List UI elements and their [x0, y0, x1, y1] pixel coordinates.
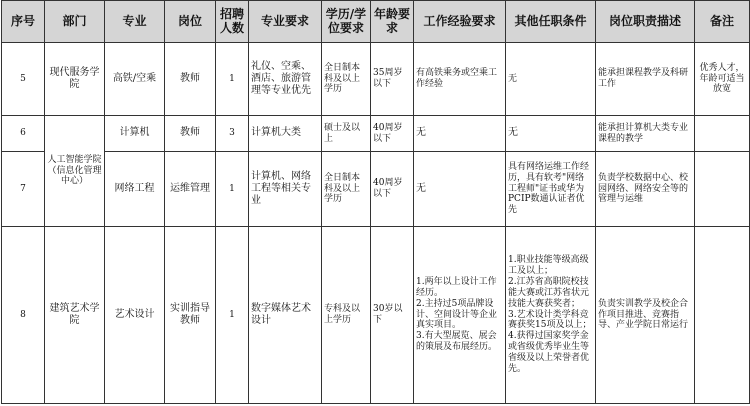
cell-experience: 有高铁乘务或空乘工作经验 — [414, 43, 506, 116]
cell-other: 无 — [506, 116, 596, 152]
cell-degree: 全日制本科及以上学历 — [322, 152, 371, 227]
cell-seq: 8 — [2, 227, 45, 404]
header-age: 年龄要求 — [371, 1, 414, 43]
cell-position: 教师 — [165, 43, 216, 116]
cell-age: 40周岁以下 — [371, 152, 414, 227]
cell-other-text: 1.职业技能等级高级工及以上； 2.江苏省高职院校技能大赛或江苏省状元技能大赛获奖者； 3.艺术设计类学科竞赛获奖15项及以上； 4.获得过国家奖学金或省级优秀毕业生等省级及以上荣誉者优先。 — [508, 254, 592, 375]
cell-other — [506, 227, 596, 404]
cell-remark — [695, 152, 750, 227]
table-row — [2, 152, 750, 227]
cell-remark — [695, 227, 750, 404]
cell-count: 1 — [216, 43, 249, 116]
cell-major: 计算机 — [105, 116, 165, 152]
cell-position: 教师 — [165, 116, 216, 152]
header-seq: 序号 — [2, 1, 45, 43]
cell-degree: 硕士及以上 — [322, 116, 371, 152]
header-major-req: 专业要求 — [249, 1, 322, 43]
cell-dept: 建筑艺术学院 — [45, 227, 105, 404]
cell-count: 3 — [216, 116, 249, 152]
cell-dept: 现代服务学院 — [45, 43, 105, 116]
cell-major: 网络工程 — [105, 152, 165, 227]
cell-major: 高铁/空乘 — [105, 43, 165, 116]
cell-position: 运维管理 — [165, 152, 216, 227]
header-other: 其他任职条件 — [506, 1, 596, 43]
cell-age: 40周岁以下 — [371, 116, 414, 152]
header-count: 招聘人数 — [216, 1, 249, 43]
cell-age: 35周岁以下 — [371, 43, 414, 116]
header-experience: 工作经验要求 — [414, 1, 506, 43]
recruitment-table — [1, 0, 750, 404]
table-row — [2, 43, 750, 116]
cell-seq: 6 — [2, 116, 45, 152]
cell-experience — [414, 227, 506, 404]
cell-experience: 无 — [414, 116, 506, 152]
cell-remark: 优秀人才，年龄可适当放宽 — [695, 43, 750, 116]
cell-duty: 负责实训教学及校企合作项目推进、竞赛指导、产业学院日常运行 — [596, 227, 695, 404]
cell-degree: 全日制本科及以上学历 — [322, 43, 371, 116]
header-degree: 学历/学位要求 — [322, 1, 371, 43]
cell-degree: 专科及以上学历 — [322, 227, 371, 404]
cell-other: 具有网络运维工作经历，具有软考"网络工程师"证书或华为PCIP数通认证者优先 — [506, 152, 596, 227]
cell-major-req: 数字媒体艺术设计 — [249, 227, 322, 404]
cell-position: 实训指导教师 — [165, 227, 216, 404]
header-duty: 岗位职责描述 — [596, 1, 695, 43]
cell-major: 艺术设计 — [105, 227, 165, 404]
header-remark: 备注 — [695, 1, 750, 43]
table-row — [2, 116, 750, 152]
cell-major-req: 计算机、网络工程等相关专业 — [249, 152, 322, 227]
cell-dept: 人工智能学院（信息化管理中心） — [45, 116, 105, 227]
header-position: 岗位 — [165, 1, 216, 43]
cell-count: 1 — [216, 227, 249, 404]
cell-duty: 负责学校数据中心、校园网络、网络安全等的管理与运维 — [596, 152, 695, 227]
cell-major-req: 礼仪、空乘、酒店、旅游管理等专业优先 — [249, 43, 322, 116]
cell-experience: 无 — [414, 152, 506, 227]
cell-remark — [695, 116, 750, 152]
header-row — [2, 1, 750, 43]
cell-duty: 能承担课程教学及科研工作 — [596, 43, 695, 116]
header-dept: 部门 — [45, 1, 105, 43]
cell-experience-text: 1.两年以上设计工作经历。 2.主持过5项品牌设计、空间设计等企业真实项目。 3.有大型展览、展会的策展及布展经历。 — [416, 276, 498, 353]
cell-age: 30岁以下 — [371, 227, 414, 404]
cell-count: 1 — [216, 152, 249, 227]
cell-seq: 7 — [2, 152, 45, 227]
cell-duty: 能承担计算机大类专业课程的教学 — [596, 116, 695, 152]
cell-seq: 5 — [2, 43, 45, 116]
cell-other: 无 — [506, 43, 596, 116]
header-major: 专业 — [105, 1, 165, 43]
table-row — [2, 227, 750, 404]
cell-major-req: 计算机大类 — [249, 116, 322, 152]
